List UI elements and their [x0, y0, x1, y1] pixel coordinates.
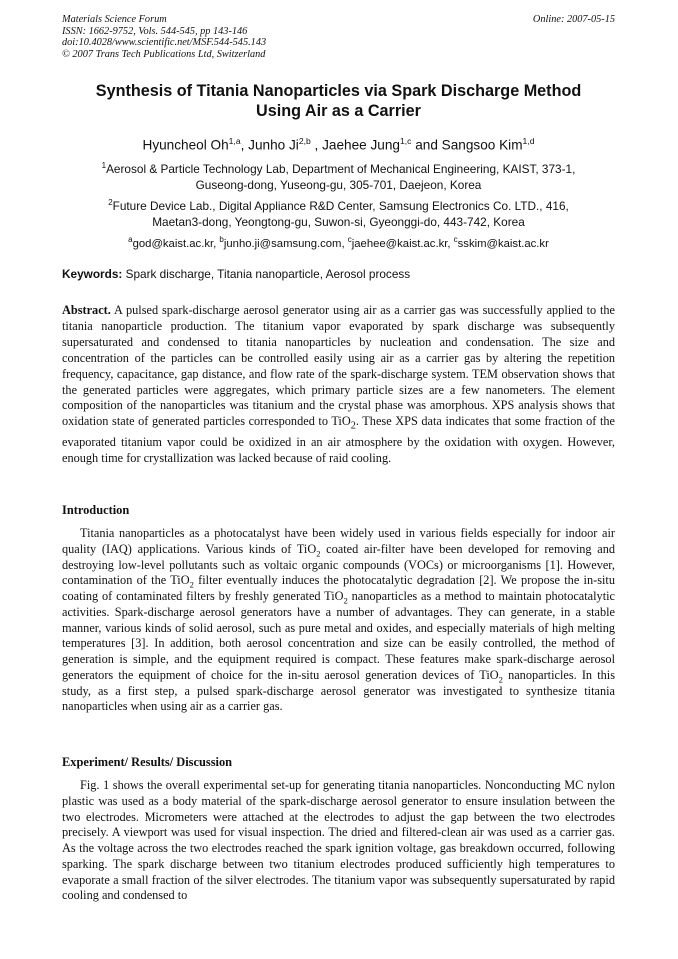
- copyright-line: © 2007 Trans Tech Publications Ltd, Switzerland: [62, 48, 266, 60]
- email-sup: c: [453, 235, 458, 244]
- affiliation-line: Aerosol & Particle Technology Lab, Department of Mechanical Engineering, KAIST, 373-1,: [106, 161, 576, 176]
- author-name: Junho Ji: [248, 137, 299, 153]
- affiliation-line: Maetan3-dong, Yeongtong-gu, Suwon-si, Gyeonggi-do, 443-742, Korea: [152, 215, 525, 230]
- body-text: nanoparticles. In this study, as a first step, a pulsed spark-discharge aerosol generator was investigated to synthesize titania nanoparticles when using air as a carrier gas.: [62, 667, 615, 714]
- abstract-label: Abstract.: [62, 303, 111, 317]
- affiliation-line: Future Device Lab., Digital Appliance R&D Center, Samsung Electronics Co. LTD., 416,: [112, 198, 569, 213]
- subscript: 2: [189, 579, 194, 590]
- affiliation-1: [62, 158, 615, 194]
- keywords-text: Spark discharge, Titania nanoparticle, Aerosol process: [122, 267, 411, 281]
- email-sup: a: [128, 235, 133, 244]
- author-sep: ,: [240, 137, 249, 153]
- author-sup: 1,d: [522, 136, 535, 146]
- abstract-text: . These XPS data indicates that some fraction of the evaporated titanium vapor could be oxidized in an air atmosphere by the oxidation with oxygen. However, enough time for crystallization was lacked because of raid cooling.: [62, 414, 615, 465]
- section-heading-introduction: Introduction: [62, 503, 130, 517]
- email-sup: b: [219, 235, 224, 244]
- author-sep: ,: [310, 137, 323, 153]
- body-text: Titania nanoparticles as a photocatalyst have been widely used in various fields especially for indoor air quality (IAQ) applications. Various kinds of TiO: [62, 526, 615, 556]
- author-name: Jaehee Jung: [322, 137, 400, 153]
- online-date: Online: 2007-05-15: [532, 14, 615, 25]
- email-address: sskim@kaist.ac.kr: [457, 237, 549, 250]
- experiment-paragraph: Fig. 1 shows the overall experimental set-up for generating titania nanoparticles. Nonconducting MC nylon plastic was used as a body material of the spark-discharge aerosol generator to ensure insulation between the two electrodes. Micrometers were attached at the electrodes to adjust the gap between the two electrodes precisely. A viewport was used for visual inspection. The dried and filtered-clean air was used as a carrier gas. As the voltage across the two electrodes reached the spark ignition voltage, gas breakdown occurred, following sparking. The spark discharge between two titanium electrodes produced sufficiently high temperatures to evaporate a small fraction of the silver electrodes. The titanium vapor was subsequently supersaturated by rapid cooling and condensed to: [62, 778, 615, 903]
- author-list: [62, 133, 615, 154]
- author-sup: 2,b: [298, 136, 311, 146]
- subscript: 2: [350, 420, 356, 432]
- affiliation-line: Guseong-dong, Yuseong-gu, 305-701, Daejeon, Korea: [195, 178, 482, 193]
- section-heading-experiment: Experiment/ Results/ Discussion: [62, 755, 233, 769]
- subscript: 2: [343, 595, 348, 606]
- body-text: coated air-filter have been developed for removing and destroying low-level pollutants such as voltaic organic compounds (VOCs) or microorganisms [1]. However, contamination of the TiO: [62, 541, 615, 588]
- subscript: 2: [316, 548, 321, 559]
- author-name: Sangsoo Kim: [441, 137, 523, 153]
- email-sup: c: [347, 235, 352, 244]
- journal-header: [62, 14, 615, 60]
- doi-line: doi:10.4028/www.scientific.net/MSF.544-545.143: [62, 37, 267, 49]
- title-line-1: Synthesis of Titania Nanoparticles via Spark Discharge Method: [95, 82, 582, 100]
- introduction-paragraph: [62, 526, 615, 715]
- email-address: god@kaist.ac.kr,: [132, 237, 220, 250]
- affiliation-2: [62, 195, 615, 231]
- keywords-label: Keywords:: [62, 267, 123, 281]
- paper-title: [62, 82, 615, 121]
- affiliation-num: 2: [108, 198, 113, 207]
- journal-name: Materials Science Forum: [62, 14, 167, 25]
- issn-line: ISSN: 1662-9752, Vols. 544-545, pp 143-146: [62, 25, 248, 37]
- email-address: junho.ji@samsung.com,: [223, 237, 348, 250]
- body-text: nanoparticles as a method to maintain photocatalytic activities. Spark-discharge aerosol generators have a number of advantages. They can generate, in a stable manner, various kinds of solid aerosol, such as pure metal and oxides, and especially materials of high melting temperatures [3]. In addition, both aerosol concentration and size can be easily controlled, the method of generation is simple, and the equipment required is compact. These features make spark-discharge aerosol generators the equipment of choice for the in-situ aerosol generation devices of TiO: [62, 589, 615, 682]
- abstract: [62, 303, 615, 467]
- email-address: jaehee@kaist.ac.kr,: [351, 237, 454, 250]
- author-name: Hyuncheol Oh: [142, 137, 229, 153]
- author-sup: 1,a: [228, 136, 241, 146]
- author-sup: 1,c: [399, 136, 412, 146]
- body-text: filter eventually induces the photocatalytic degradation [2]. We propose the in-situ coating of contaminated filters by freshly generated TiO: [62, 573, 615, 603]
- abstract-text: A pulsed spark-discharge aerosol generator using air as a carrier gas was successfully applied to the titania nanoparticle production. The titanium vapor evaporated by spark discharge was subsequently supersaturated and condensed to titania nanoparticles by nucleation and condensation. The size and concentration of the particles can be controlled easily using air as a carrier gas by altering the repetition frequency, capacitance, gap distance, and flow rate of the spark-discharge system. TEM observation shows that the generated particles were aggregates, which primary particle sizes are a few nanometers. The element composition of the nanoparticles was titanium and the crystal phase was amorphous. XPS analysis shows that oxidation state of generated particles corresponded to TiO: [62, 303, 615, 429]
- title-line-2: Using Air as a Carrier: [256, 101, 421, 120]
- subscript: 2: [498, 674, 503, 685]
- author-sep: and: [411, 137, 442, 153]
- affiliation-num: 1: [101, 161, 107, 170]
- keywords: [62, 266, 615, 282]
- email-list: [62, 232, 615, 252]
